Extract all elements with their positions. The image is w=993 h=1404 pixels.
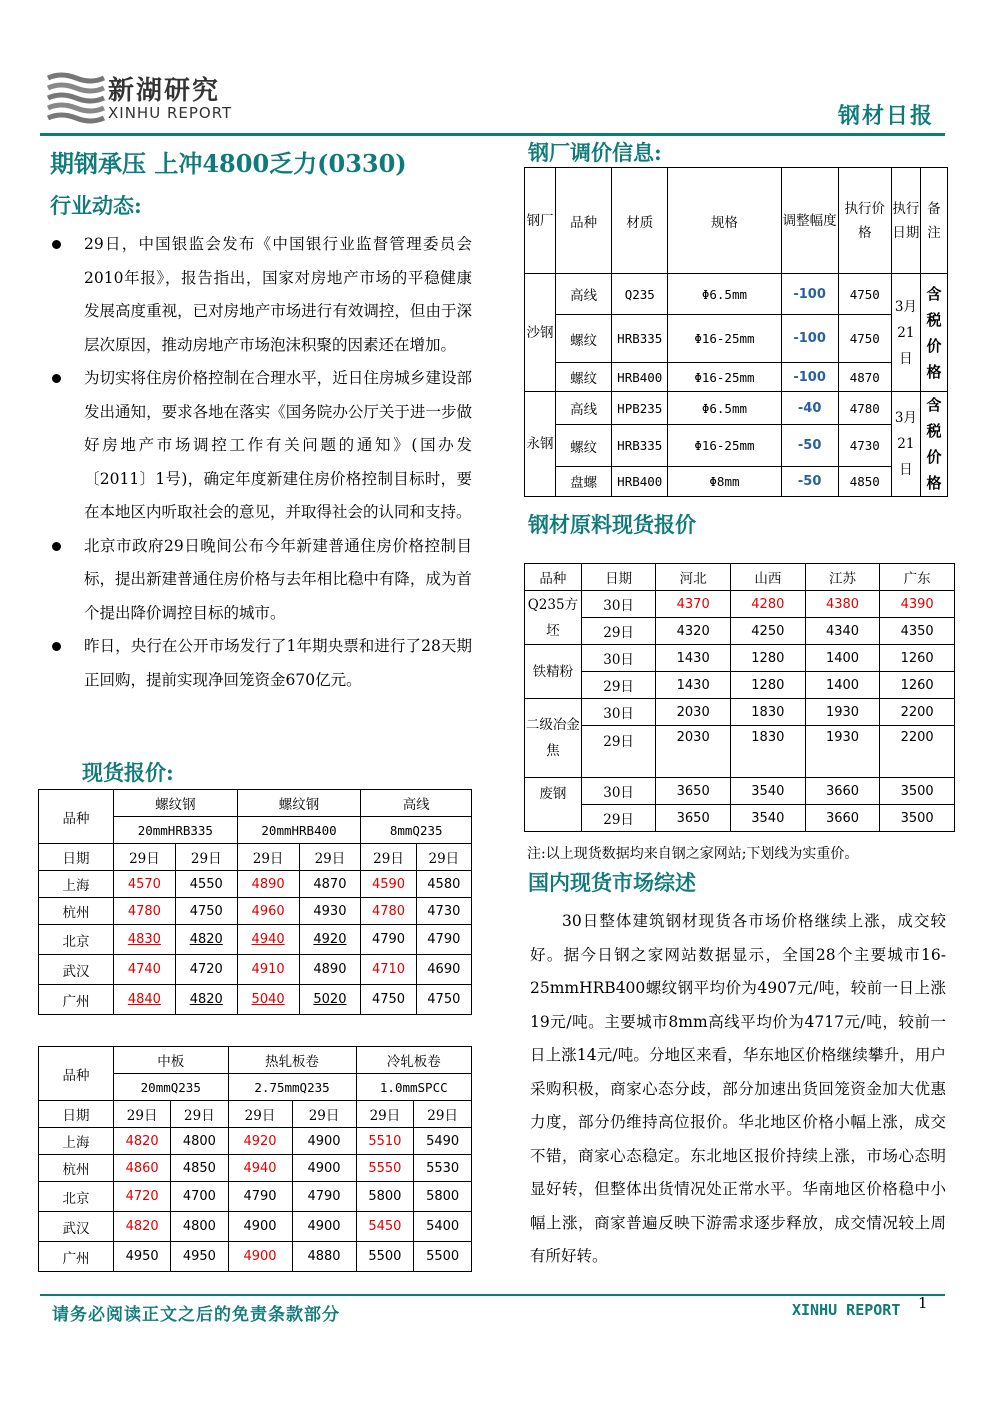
product-name: 螺纹钢 — [237, 790, 361, 817]
table-row — [525, 466, 948, 496]
price-cell: 4940 — [237, 925, 299, 955]
price-cell: 5450 — [356, 1212, 414, 1242]
price-cell: 4820 — [175, 985, 237, 1015]
product-spec: 20mmQ235 — [114, 1074, 229, 1101]
price-cell: 3660 — [805, 805, 880, 832]
header-cell: 备注 — [920, 168, 947, 274]
price-cell: 1930 — [805, 699, 880, 726]
material-name: 二级冶金焦 — [525, 699, 582, 778]
price-cell: 4790 — [228, 1182, 292, 1212]
price-cell: 2200 — [880, 726, 955, 778]
spec-cell: Φ8mm — [668, 466, 781, 496]
footer-brand: XINHU REPORT — [792, 1301, 901, 1319]
price-cell: 4690 — [416, 955, 471, 985]
price-cell: 4900 — [292, 1128, 356, 1155]
price-cell: 1430 — [656, 645, 731, 672]
header-cell: 品种 — [39, 790, 114, 844]
news-item: 北京市政府29日晚间公布今年新建普通住房价格控制目标，提出新建普通住房价格与去年相比稳中有降，成为首个提出降价调控目标的城市。 — [52, 530, 472, 631]
price-cell: 4750 — [175, 898, 237, 925]
grade-cell: Q235 — [612, 274, 668, 315]
date-cell: 30日 — [581, 591, 656, 618]
report-type: 钢材日报 — [838, 103, 935, 129]
city-cell: 北京 — [39, 1182, 114, 1212]
header-cell: 执行日期 — [891, 168, 920, 274]
city-cell: 北京 — [39, 925, 114, 955]
product-spec: 1.0mmSPCC — [356, 1074, 471, 1101]
city-cell: 上海 — [39, 1128, 114, 1155]
date-cell: 29日 — [114, 1101, 171, 1128]
price-cell: 5550 — [356, 1155, 414, 1182]
price-cell: 4940 — [228, 1155, 292, 1182]
product-spec: 2.75mmQ235 — [228, 1074, 356, 1101]
remark-cell: 含税价格 — [920, 392, 947, 497]
price-cell: 4890 — [237, 871, 299, 898]
spec-cell: Φ6.5mm — [668, 274, 781, 315]
date-cell: 29日 — [171, 1101, 228, 1128]
price-cell: 4340 — [805, 618, 880, 645]
table-row — [525, 699, 955, 726]
date-cell: 30日 — [581, 778, 656, 805]
price-cell: 4750 — [838, 274, 891, 315]
price-cell: 4550 — [175, 871, 237, 898]
table-row — [525, 618, 955, 645]
date-cell: 29日 — [581, 805, 656, 832]
price-cell: 1260 — [880, 645, 955, 672]
product-spec: 20mmHRB400 — [237, 817, 361, 844]
price-cell: 4930 — [299, 898, 361, 925]
price-cell: 5020 — [299, 985, 361, 1015]
effective-date: 3月21日 — [891, 274, 920, 392]
header-cell: 江苏 — [805, 564, 880, 591]
table-row — [525, 392, 948, 425]
spec-cell: Φ16-25mm — [668, 315, 781, 363]
spec-cell: Φ6.5mm — [668, 392, 781, 425]
raw-heading: 钢材原料现货报价 — [528, 512, 696, 537]
price-cell: 5500 — [356, 1242, 414, 1272]
city-cell: 上海 — [39, 871, 114, 898]
city-cell: 广州 — [39, 985, 114, 1015]
header-cell: 材质 — [612, 168, 668, 274]
material-name: Q235方坯 — [525, 591, 582, 645]
date-cell: 29日 — [292, 1101, 356, 1128]
header-cell: 钢厂 — [525, 168, 556, 274]
price-cell: 4860 — [114, 1155, 171, 1182]
mill-name: 沙钢 — [525, 274, 556, 392]
price-cell: 3500 — [880, 778, 955, 805]
price-cell: 4710 — [361, 955, 416, 985]
price-cell: 4350 — [880, 618, 955, 645]
table-row — [39, 1182, 472, 1212]
price-cell: 3540 — [731, 805, 806, 832]
date-cell: 30日 — [581, 699, 656, 726]
header-cell: 日期 — [39, 1101, 114, 1128]
price-cell: 4870 — [299, 871, 361, 898]
price-cell: 1280 — [731, 672, 806, 699]
grade-cell: HRB335 — [612, 425, 668, 466]
header-cell: 规格 — [668, 168, 781, 274]
table-row — [39, 1128, 472, 1155]
header-cell: 品种 — [39, 1047, 114, 1101]
mill-name: 永钢 — [525, 392, 556, 497]
date-cell: 29日 — [414, 1101, 472, 1128]
product-name: 螺纹钢 — [114, 790, 238, 817]
disclaimer-link[interactable]: 请务必阅读正文之后的免责条款部分 — [52, 1305, 340, 1325]
header-divider — [40, 133, 945, 136]
table-row — [525, 805, 955, 832]
price-cell: 2030 — [656, 726, 731, 778]
date-cell: 29日 — [416, 844, 471, 871]
date-cell: 29日 — [581, 618, 656, 645]
change-cell: -100 — [781, 363, 838, 392]
effective-date: 3月21日 — [891, 392, 920, 497]
table-row — [39, 925, 472, 955]
product-cell: 螺纹 — [556, 425, 612, 466]
header-cell: 执行价格 — [838, 168, 891, 274]
price-cell: 4900 — [228, 1242, 292, 1272]
header-cell: 广东 — [880, 564, 955, 591]
price-cell: 1400 — [805, 645, 880, 672]
price-cell: 1260 — [880, 672, 955, 699]
price-cell: 4870 — [838, 363, 891, 392]
product-cell: 螺纹 — [556, 363, 612, 392]
date-cell: 30日 — [581, 645, 656, 672]
summary-heading: 国内现货市场综述 — [528, 870, 696, 895]
table-row — [39, 985, 472, 1015]
change-cell: -100 — [781, 274, 838, 315]
price-cell: 4720 — [114, 1182, 171, 1212]
price-cell: 1830 — [731, 699, 806, 726]
price-cell: 4920 — [228, 1128, 292, 1155]
spot-heading: 现货报价: — [82, 760, 174, 785]
price-cell: 4780 — [838, 392, 891, 425]
spec-cell: Φ16-25mm — [668, 363, 781, 392]
mill-adjustment-table — [524, 167, 948, 497]
price-cell: 4830 — [114, 925, 176, 955]
price-cell: 4920 — [299, 925, 361, 955]
table-row — [525, 425, 948, 466]
table-row — [39, 1155, 472, 1182]
header-cell: 山西 — [731, 564, 806, 591]
table-row — [525, 274, 948, 315]
product-cell: 螺纹 — [556, 315, 612, 363]
price-cell: 4750 — [838, 315, 891, 363]
city-cell: 杭州 — [39, 898, 114, 925]
price-cell: 4250 — [731, 618, 806, 645]
price-cell: 4720 — [175, 955, 237, 985]
date-cell: 29日 — [237, 844, 299, 871]
product-spec: 8mmQ235 — [361, 817, 472, 844]
market-summary: 30日整体建筑钢材现货各市场价格继续上涨，成交较好。据今日钢之家网站数据显示，全国28个主要城市16-25mmHRB400螺纹钢平均价为4907元/吨，较前一日上涨19元/吨。主要城市8mm高线平均价为4717元/吨，较前一日上涨14元/吨。分地区来看，华东地区价格继续攀升，用户采购积极，商家心态分歧，部分加速出货回笼资金加大优惠力度，部分仍维持高位报价。华北地区价格小幅上涨，成交不错，商家心态稳定。东北地区报价持续上涨，市场心态明显好转，但整体出货情况处正常水平。华南地区价格稳中小幅上涨，商家普遍反映下游需求逐步释放，成交情况较上周有所好转。 — [530, 912, 946, 1265]
change-cell: -50 — [781, 425, 838, 466]
product-name: 高线 — [361, 790, 472, 817]
price-cell: 4900 — [228, 1212, 292, 1242]
price-cell: 2200 — [880, 699, 955, 726]
price-cell: 4800 — [171, 1212, 228, 1242]
xinhu-logo-icon — [46, 72, 106, 124]
header-cell: 河北 — [656, 564, 731, 591]
price-cell: 4280 — [731, 591, 806, 618]
price-cell: 4820 — [114, 1128, 171, 1155]
spot-price-table-1 — [38, 789, 472, 1015]
spec-cell: Φ16-25mm — [668, 425, 781, 466]
price-cell: 4370 — [656, 591, 731, 618]
date-cell: 29日 — [581, 672, 656, 699]
price-cell: 5530 — [414, 1155, 472, 1182]
price-cell: 5800 — [356, 1182, 414, 1212]
table-row — [525, 591, 955, 618]
price-cell: 3500 — [880, 805, 955, 832]
city-cell: 武汉 — [39, 1212, 114, 1242]
data-source-note: 注:以上现货数据均来自钢之家网站;下划线为实重价。 — [527, 846, 859, 862]
price-cell: 2030 — [656, 699, 731, 726]
price-cell: 3540 — [731, 778, 806, 805]
price-cell: 5490 — [414, 1128, 472, 1155]
price-cell: 4900 — [292, 1212, 356, 1242]
change-cell: -100 — [781, 315, 838, 363]
product-name: 热轧板卷 — [228, 1047, 356, 1074]
table-row — [39, 871, 472, 898]
price-cell: 4850 — [838, 466, 891, 496]
price-cell: 4840 — [114, 985, 176, 1015]
header-cell: 日期 — [39, 844, 114, 871]
grade-cell: HRB400 — [612, 466, 668, 496]
remark-cell: 含税价格 — [920, 274, 947, 392]
table-row — [39, 1212, 472, 1242]
price-cell: 3660 — [805, 778, 880, 805]
price-cell: 4950 — [114, 1242, 171, 1272]
price-cell: 4790 — [292, 1182, 356, 1212]
price-cell: 4820 — [114, 1212, 171, 1242]
price-cell: 1930 — [805, 726, 880, 778]
grade-cell: HRB335 — [612, 315, 668, 363]
product-name: 中板 — [114, 1047, 229, 1074]
header-cell: 品种 — [556, 168, 612, 274]
date-cell: 29日 — [581, 726, 656, 778]
product-cell: 盘螺 — [556, 466, 612, 496]
price-cell: 5510 — [356, 1128, 414, 1155]
city-cell: 杭州 — [39, 1155, 114, 1182]
date-cell: 29日 — [228, 1101, 292, 1128]
page-title: 期钢承压 上冲4800乏力(0330) — [50, 149, 407, 178]
price-cell: 4960 — [237, 898, 299, 925]
table-row — [39, 955, 472, 985]
page-number: 1 — [918, 1294, 928, 1312]
price-cell: 3650 — [656, 805, 731, 832]
price-cell: 4730 — [838, 425, 891, 466]
date-cell: 29日 — [356, 1101, 414, 1128]
table-row — [525, 778, 955, 805]
price-cell: 4780 — [114, 898, 176, 925]
price-cell: 3650 — [656, 778, 731, 805]
raw-material-table — [524, 563, 955, 832]
table-row — [525, 672, 955, 699]
footer-divider — [40, 1294, 945, 1296]
date-cell: 29日 — [361, 844, 416, 871]
news-item: 29日，中国银监会发布《中国银行业监督管理委员会2010年报》，报告指出，国家对房地产市场的平稳健康发展高度重视，已对房地产市场进行有效调控，但由于深层次原因，推动房地产市场泡沫积聚的因素还在增加。 — [52, 228, 472, 362]
price-cell: 4380 — [805, 591, 880, 618]
logo-english: XINHU REPORT — [108, 104, 233, 122]
price-cell: 4580 — [416, 871, 471, 898]
mill-heading: 钢厂调价信息: — [528, 140, 662, 165]
price-cell: 1280 — [731, 645, 806, 672]
table-row — [525, 726, 955, 778]
price-cell: 4780 — [361, 898, 416, 925]
date-cell: 29日 — [175, 844, 237, 871]
price-cell: 4880 — [292, 1242, 356, 1272]
date-cell: 29日 — [299, 844, 361, 871]
price-cell: 4740 — [114, 955, 176, 985]
news-item: 昨日，央行在公开市场发行了1年期央票和进行了28天期正回购，提前实现净回笼资金670亿元。 — [52, 630, 472, 697]
spot-price-table-2 — [38, 1046, 472, 1272]
product-spec: 20mmHRB335 — [114, 817, 238, 844]
price-cell: 4700 — [171, 1182, 228, 1212]
change-cell: -50 — [781, 466, 838, 496]
price-cell: 1400 — [805, 672, 880, 699]
price-cell: 4750 — [416, 985, 471, 1015]
price-cell: 4590 — [361, 871, 416, 898]
news-list — [52, 228, 472, 697]
price-cell: 4910 — [237, 955, 299, 985]
price-cell: 4320 — [656, 618, 731, 645]
table-row — [525, 363, 948, 392]
table-row — [525, 645, 955, 672]
table-row — [525, 315, 948, 363]
price-cell: 4850 — [171, 1155, 228, 1182]
price-cell: 4390 — [880, 591, 955, 618]
date-cell: 29日 — [114, 844, 176, 871]
change-cell: -40 — [781, 392, 838, 425]
price-cell: 4890 — [299, 955, 361, 985]
material-name: 铁精粉 — [525, 645, 582, 699]
price-cell: 5500 — [414, 1242, 472, 1272]
grade-cell: HPB235 — [612, 392, 668, 425]
header-cell: 品种 — [525, 564, 582, 591]
product-name: 冷轧板卷 — [356, 1047, 471, 1074]
table-row — [39, 1242, 472, 1272]
material-name: 废钢 — [525, 778, 582, 832]
price-cell: 5800 — [414, 1182, 472, 1212]
price-cell: 1430 — [656, 672, 731, 699]
price-cell: 1830 — [731, 726, 806, 778]
product-cell: 高线 — [556, 274, 612, 315]
news-heading: 行业动态: — [50, 193, 142, 218]
grade-cell: HRB400 — [612, 363, 668, 392]
price-cell: 5040 — [237, 985, 299, 1015]
price-cell: 4730 — [416, 898, 471, 925]
header-cell: 调整幅度 — [781, 168, 838, 274]
price-cell: 4790 — [416, 925, 471, 955]
news-item: 为切实将住房价格控制在合理水平，近日住房城乡建设部发出通知，要求各地在落实《国务院办公厅关于进一步做好房地产市场调控工作有关问题的通知》(国办发〔2011〕1号)，确定年度新建住房价格控制目标时，要在本地区内听取社会的意见，并取得社会的认同和支持。 — [52, 362, 472, 530]
product-cell: 高线 — [556, 392, 612, 425]
price-cell: 4800 — [171, 1128, 228, 1155]
price-cell: 4950 — [171, 1242, 228, 1272]
header-cell: 日期 — [581, 564, 656, 591]
price-cell: 4790 — [361, 925, 416, 955]
price-cell: 4900 — [292, 1155, 356, 1182]
table-row — [39, 898, 472, 925]
city-cell: 广州 — [39, 1242, 114, 1272]
price-cell: 4570 — [114, 871, 176, 898]
city-cell: 武汉 — [39, 955, 114, 985]
logo-chinese: 新湖研究 — [108, 76, 221, 106]
price-cell: 5400 — [414, 1212, 472, 1242]
price-cell: 4750 — [361, 985, 416, 1015]
price-cell: 4820 — [175, 925, 237, 955]
